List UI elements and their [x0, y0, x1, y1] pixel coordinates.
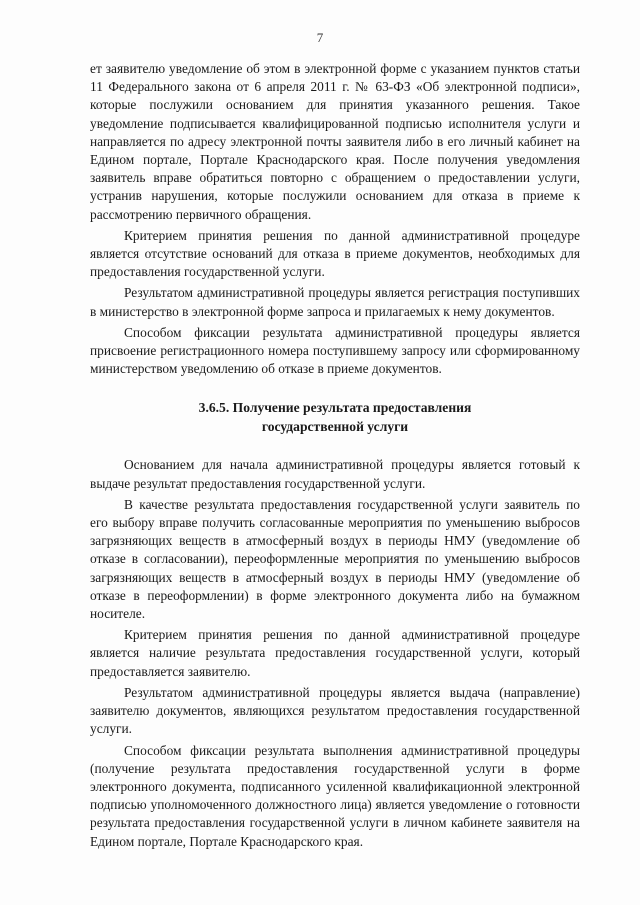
paragraph: Результатом административной процедуры является выдача (направление) заявителю документов, являющихся результатом предоставления государственной услуги.: [90, 684, 580, 737]
page-number: 7: [316, 30, 324, 45]
paragraph: Результатом административной процедуры является регистрация поступивших в министерство в электронной форме запроса и прилагаемых к нему документов.: [90, 285, 580, 319]
paragraph: В качестве результата предоставления государственной услуги заявитель по его выбору вправе получить согласованные мероприятия по уменьшению выбросов загрязняющих веществ в атмосферный воздух в периоды НМУ (уведомление об отказе в согласовании), переоформленные мероприятия по уменьшению выбросов загрязняющих веществ в атмосферный воздух в периоды НМУ (уведомление об отказе в переоформлении) в форме электронного документа либо на бумажном носителе.: [90, 496, 580, 622]
paragraph-continued: ет заявителю уведомление об этом в электронной форме с указанием пунктов статьи 11 Федерального закона от 6 апреля 2011 г. № 63-ФЗ «Об электронной подписи», которые послужили основанием для принятия указанного решения. Такое уведомление подписывается квалифицированной подписью исполнителя услуги и направляется по адресу электронной почты заявителя либо в его личный кабинет на Едином портале, Портале Краснодарского края. После получения уведомления заявитель вправе обратиться повторно с обращением о предоставлении услуги, устранив нарушения, которые послужили основанием для отказа в приеме к рассмотрению первичного обращения.: [90, 61, 580, 222]
paragraph: Способом фиксации результата административной процедуры является присвоение регистрационного номера поступившему запросу или сформированному министерством уведомлению об отказе в приеме документов.: [90, 324, 580, 377]
paragraph: Критерием принятия решения по данной административной процедуре является наличие результата предоставления государственной услуги, который предоставляется заявителю.: [90, 627, 580, 679]
paragraph: Основанием для начала административной процедуры является готовый к выдаче результат предоставления государственной услуги.: [90, 457, 580, 491]
section-heading: [90, 398, 580, 436]
section-heading-line-2: государственной услуги: [261, 419, 409, 435]
paragraph: Способом фиксации результата выполнения административной процедуры (получение результата предоставления государственной услуги в форме электронного документа, подписанного усиленной квалификационной электронной подписью уполномоченного должностного лица) является уведомление о готовности результата предоставления государственной услуги в личном кабинете заявителя на Едином портале, Портале Краснодарского края.: [90, 742, 580, 849]
document-body: [90, 60, 580, 851]
section-heading-line-1: 3.6.5. Получение результата предоставления: [198, 400, 472, 416]
paragraph: Критерием принятия решения по данной административной процедуре является отсутствие оснований для отказа в приеме документов, необходимых для предоставления государственной услуги.: [90, 227, 580, 280]
